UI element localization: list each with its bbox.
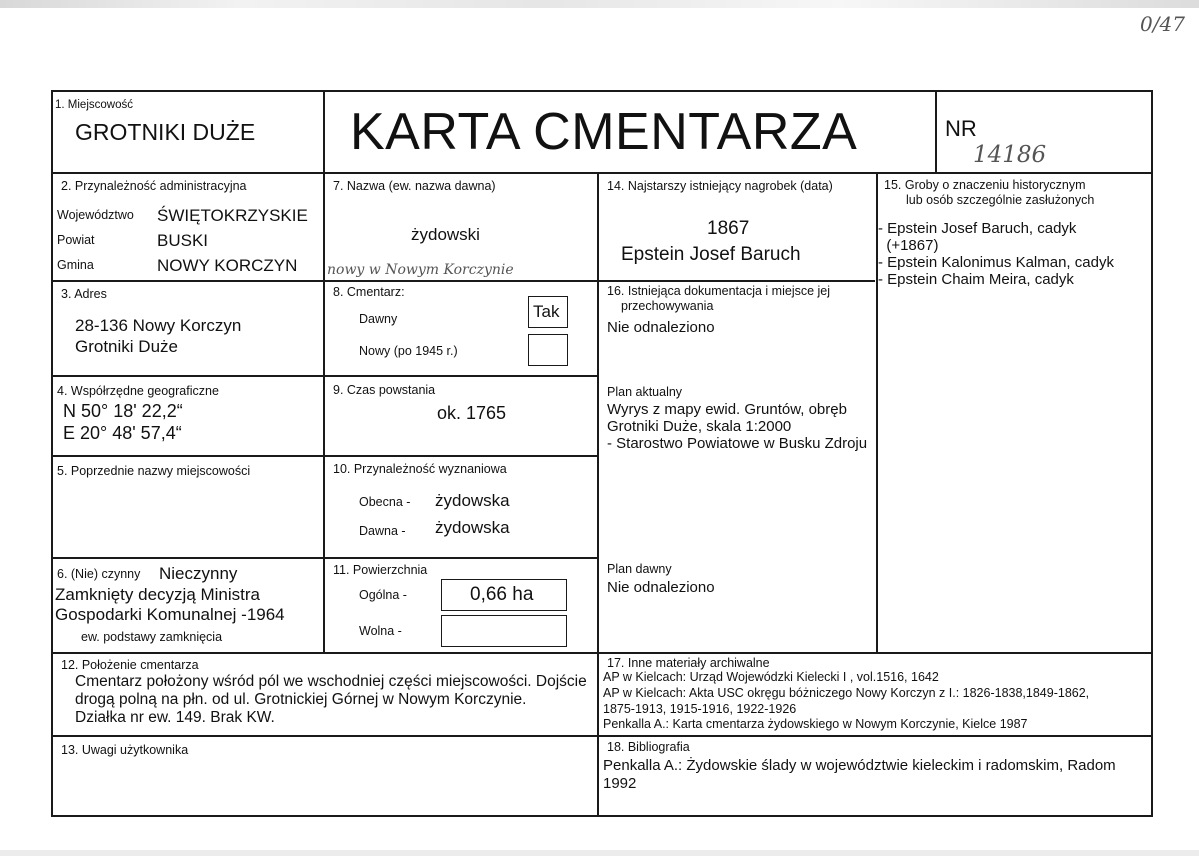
address-line-2: Grotniki Duże <box>75 337 178 356</box>
notable-grave-1-date: (+1867) <box>878 237 939 254</box>
current-denomination-value: żydowska <box>435 491 510 510</box>
closure-basis: ew. podstawy zamknięcia <box>81 630 223 644</box>
archival-line-4: Penkalla A.: Karta cmentarza żydowskiego w Nowym Korczynie, Kielce 1987 <box>603 717 1028 731</box>
section-4-coordinates <box>53 377 323 455</box>
oldest-tombstone-name: Epstein Josef Baruch <box>621 244 801 265</box>
archival-line-1: AP w Kielcach: Urząd Wojewódzki Kielecki I , vol.1516, 1642 <box>603 670 939 684</box>
cemetery-name: żydowski <box>411 225 480 244</box>
section-5-label: 5. Poprzednie nazwy miejscowości <box>57 464 251 478</box>
old-cemetery-label: Dawny <box>359 312 398 326</box>
free-area-label: Wolna - <box>359 624 402 638</box>
current-denomination-label: Obecna - <box>359 495 411 509</box>
commune-value: NOWY KORCZYN <box>157 256 298 275</box>
section-3-address <box>53 282 323 375</box>
location-line-1: Cmentarz położony wśród pól we wschodniej części miejscowości. Dojście <box>75 673 587 690</box>
new-cemetery-box <box>528 334 568 366</box>
section-9-label: 9. Czas powstania <box>333 383 436 397</box>
old-plan-label: Plan dawny <box>607 562 672 576</box>
section-15-notable-graves <box>878 174 1151 652</box>
new-cemetery-label: Nowy (po 1945 r.) <box>359 344 458 358</box>
section-16-label-line-2: przechowywania <box>621 299 714 313</box>
county-key: Powiat <box>57 233 95 247</box>
section-1-locality <box>53 92 323 172</box>
section-9-founded <box>325 377 597 455</box>
former-denomination-value: żydowska <box>435 518 510 537</box>
latitude: N 50° 18' 22,2“ <box>63 401 183 421</box>
corner-mark: 0/47 <box>1140 12 1185 36</box>
section-17-label: 17. Inne materiały archiwalne <box>607 656 770 670</box>
page-title: KARTA CMENTARZA <box>350 103 858 161</box>
total-area-label: Ogólna - <box>359 588 407 602</box>
former-denomination-label: Dawna - <box>359 524 406 538</box>
section-14-label: 14. Najstarszy istniejący nagrobek (data) <box>607 179 833 193</box>
divider-title-left <box>323 90 325 174</box>
current-plan-line-2: Grotniki Duże, skala 1:2000 <box>607 418 792 435</box>
section-16-documentation <box>599 282 876 652</box>
border-right <box>1151 90 1153 817</box>
section-18-label: 18. Bibliografia <box>607 740 690 754</box>
bibliography-line-1: Penkalla A.: Żydowskie ślady w województwie kieleckim i radomskim, Radom <box>603 757 1116 774</box>
notable-grave-2: - Epstein Kalonimus Kalman, cadyk <box>878 254 1114 271</box>
closure-line-2: Gospodarki Komunalnej -1964 <box>55 605 285 624</box>
notable-grave-3: - Epstein Chaim Meira, cadyk <box>878 271 1074 288</box>
section-12-label: 12. Położenie cmentarza <box>61 658 199 672</box>
section-14-oldest-tombstone <box>599 174 876 280</box>
founded-value: ok. 1765 <box>437 403 507 423</box>
scan-edge-bottom <box>0 850 1199 856</box>
section-5-former-names <box>53 457 323 557</box>
archival-line-3: 1875-1913, 1915-1916, 1922-1926 <box>603 702 797 716</box>
locality-name: GROTNIKI DUŻE <box>75 119 256 145</box>
voivodeship-value: ŚWIĘTOKRZYSKIE <box>157 206 308 225</box>
scan-edge-top <box>0 0 1199 8</box>
record-number <box>937 92 1151 172</box>
total-area-value: 0,66 ha <box>470 584 534 605</box>
current-plan-line-1: Wyrys z mapy ewid. Gruntów, obręb <box>607 401 847 418</box>
section-7-label: 7. Nazwa (ew. nazwa dawna) <box>333 179 496 193</box>
closure-line-1: Zamknięty decyzją Ministra <box>55 585 261 604</box>
section-4-label: 4. Współrzędne geograficzne <box>57 384 219 398</box>
bibliography-line-2: 1992 <box>603 775 637 792</box>
total-area-box <box>441 579 567 611</box>
archival-line-2: AP w Kielcach: Akta USC okręgu bóżniczego Nowy Korczyn z I.: 1826-1838,1849-1862, <box>603 686 1090 700</box>
section-6-label: 6. (Nie) czynny <box>57 567 141 581</box>
section-17-archival-materials <box>599 654 1151 735</box>
handwritten-name-note: nowy w Nowym Korczynie <box>327 262 514 278</box>
section-13-user-notes <box>53 737 597 815</box>
free-area-box <box>441 615 567 647</box>
section-2-label: 2. Przynależność administracyjna <box>61 179 247 193</box>
oldest-tombstone-year: 1867 <box>707 218 750 239</box>
commune-key: Gmina <box>57 258 94 272</box>
section-8-cemetery-type <box>325 282 597 375</box>
nr-label: NR <box>945 116 977 141</box>
section-16-label-line-1: 16. Istniejąca dokumentacja i miejsce jej <box>607 284 831 298</box>
longitude: E 20° 48' 57,4“ <box>63 423 182 443</box>
status-value: Nieczynny <box>159 564 238 583</box>
county-value: BUSKI <box>157 231 209 250</box>
documentation-value: Nie odnaleziono <box>607 319 715 336</box>
section-13-label: 13. Uwagi użytkownika <box>61 743 189 757</box>
section-10-denomination <box>325 457 597 557</box>
old-cemetery-value: Tak <box>533 302 560 321</box>
section-2-administration <box>53 174 323 280</box>
current-plan-label: Plan aktualny <box>607 385 683 399</box>
section-3-label: 3. Adres <box>61 287 107 301</box>
section-18-bibliography <box>599 737 1151 815</box>
notable-grave-1: - Epstein Josef Baruch, cadyk <box>878 220 1077 237</box>
old-cemetery-box <box>528 296 568 328</box>
section-6-status <box>53 559 323 652</box>
old-plan-value: Nie odnaleziono <box>607 579 715 596</box>
section-15-label-line-2: lub osób szczególnie zasłużonych <box>906 193 1095 207</box>
address-line-1: 28-136 Nowy Korczyn <box>75 316 242 335</box>
location-line-3: Działka nr ew. 149. Brak KW. <box>75 709 275 726</box>
section-11-label: 11. Powierzchnia <box>333 563 428 577</box>
section-10-label: 10. Przynależność wyznaniowa <box>333 462 507 476</box>
location-line-2: drogą polną na płn. od ul. Grotnickiej Górnej w Nowym Korczynie. <box>75 691 527 708</box>
nr-value: 14186 <box>973 142 1047 168</box>
section-12-location <box>53 654 597 735</box>
section-7-name <box>325 174 597 280</box>
section-11-area <box>325 559 597 652</box>
section-15-label-line-1: 15. Groby o znaczeniu historycznym <box>884 178 1086 192</box>
section-1-label: 1. Miejscowość <box>55 99 133 111</box>
section-8-label: 8. Cmentarz: <box>333 285 405 299</box>
current-plan-line-3: - Starostwo Powiatowe w Busku Zdroju <box>607 435 868 452</box>
voivodeship-key: Województwo <box>57 208 134 222</box>
border-bottom <box>51 815 1153 817</box>
